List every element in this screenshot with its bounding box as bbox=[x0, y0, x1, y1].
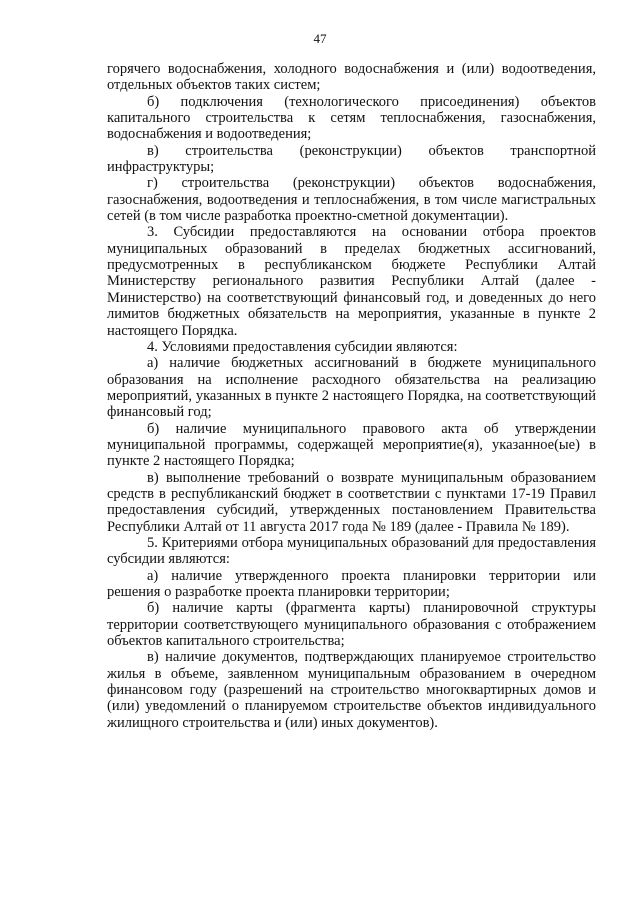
paragraph-10: 5. Критериями отбора муниципальных образований для предоставления субсидии являются: bbox=[107, 534, 596, 568]
paragraph-4: г) строительства (реконструкции) объектов водоснабжения, газоснабжения, водоотведения и теплоснабжения, в том числе магистральных сетей (в том числе разработка проектно-сметной документации). bbox=[107, 175, 596, 225]
paragraph-8: б) наличие муниципального правового акта об утверждении муниципальной программы, содержащей мероприятие(я), указанное(ые) в пункте 2 настоящего Порядка; bbox=[107, 420, 596, 470]
paragraph-2: б) подключения (технологического присоединения) объектов капитального строительства к сетям теплоснабжения, газоснабжения, водоснабжения и водоотведения; bbox=[107, 93, 596, 143]
paragraph-7: а) наличие бюджетных ассигнований в бюджете муниципального образования на исполнение расходного обязательства на реализацию мероприятий, указанных в пункте 2 настоящего Порядка, на соответствующий финансовый год; bbox=[107, 355, 596, 421]
paragraph-5: 3. Субсидии предоставляются на основании отбора проектов муниципальных образований в пределах бюджетных ассигнований, предусмотренных в республиканском бюджете Республики Алтай Министерству регионального развития Республики Алтай (далее - Министерство) на соответствующий финансовый год, и доведенных до него лимитов бюджетных обязательств на мероприятия, указанные в пункте 2 настоящего Порядка. bbox=[107, 224, 596, 339]
paragraph-12: б) наличие карты (фрагмента карты) планировочной структуры территории соответствующего муниципального образования с отображением объектов капитального строительства; bbox=[107, 600, 596, 650]
paragraph-9: в) выполнение требований о возврате муниципальным образованием средств в республиканский бюджет в соответствии с пунктами 17-19 Правил предоставления субсидий, утвержденных постановлением Правительства Республики Алтай от 11 августа 2017 года № 189 (далее - Правила № 189). bbox=[107, 469, 596, 535]
paragraph-11: а) наличие утвержденного проекта планировки территории или решения о разработке проекта планировки территории; bbox=[107, 567, 596, 600]
paragraph-1: горячего водоснабжения, холодного водоснабжения и (или) водоотведения, отдельных объектов таких систем; bbox=[107, 61, 596, 94]
paragraph-13: в) наличие документов, подтверждающих планируемое строительство жилья в объеме, заявленном муниципальным образованием в очередном финансовом году (разрешений на строительство многоквартирных домов и (или) уведомлений о планируемом строительстве объектов индивидуального жилищного строительства и (или) иных документов). bbox=[107, 649, 596, 731]
paragraph-6: 4. Условиями предоставления субсидии являются: bbox=[147, 338, 458, 355]
page-number: 47 bbox=[313, 31, 327, 46]
document-body bbox=[107, 61, 596, 731]
paragraph-3: в) строительства (реконструкции) объектов транспортной инфраструктуры; bbox=[107, 142, 596, 176]
